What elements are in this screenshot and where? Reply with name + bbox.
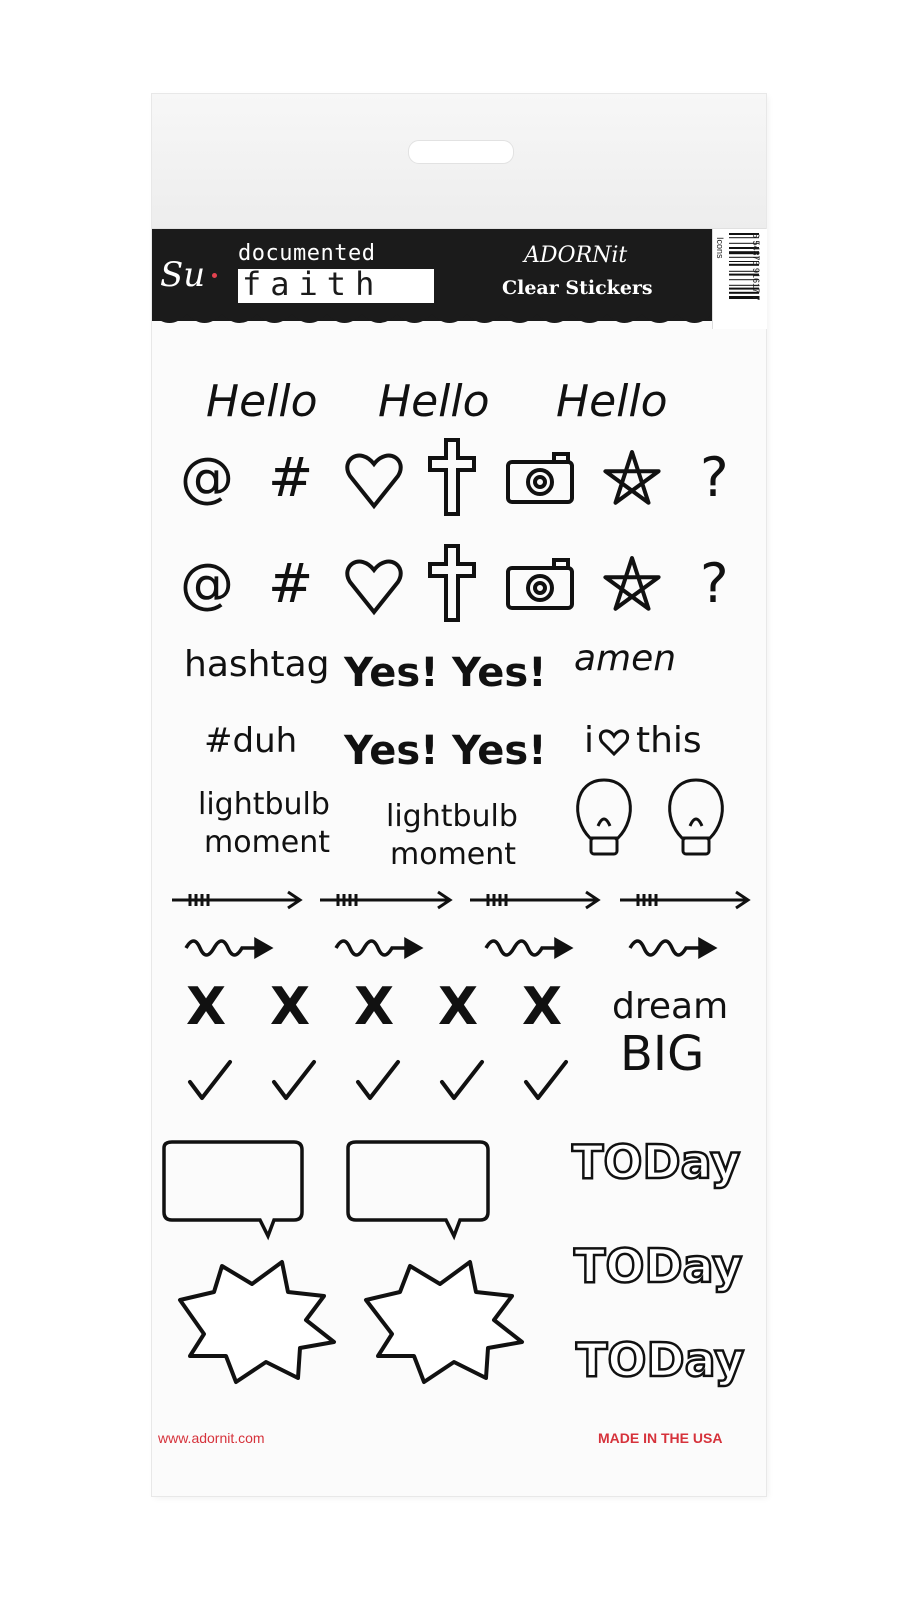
hang-hole [408,140,514,164]
x-mark-sticker: X [438,977,479,1037]
lightbulb-line2: moment [204,825,331,860]
brand-line1: documented [238,241,376,266]
website-text: www.adornit.com [158,1430,265,1446]
hash-icon: # [268,446,314,509]
dream-sticker: dream [612,986,729,1027]
today-sticker: TODay [572,1135,741,1189]
x-mark-sticker: X [186,977,227,1037]
i-sticker: i [584,720,595,761]
sticker-package [152,94,766,1496]
logo-heart-dot [212,273,217,278]
x-mark-sticker: X [522,977,563,1037]
yes-sticker: Yes! [452,650,547,696]
x-mark-sticker: X [270,977,311,1037]
question-mark-icon: ? [700,552,729,615]
yes-sticker: Yes! [452,728,547,774]
today-sticker: TODay [574,1239,743,1293]
scallop-edge [152,308,712,330]
product-name: Clear Stickers [502,277,653,299]
lightbulb-line1: lightbulb [198,787,330,822]
hashtag-sticker: hashtag [184,644,330,685]
hello-sticker: Hello [206,376,318,427]
at-sign-icon: @ [180,552,234,615]
barcode-strip [712,229,767,329]
lightbulb-line2: moment [390,837,517,872]
lightbulb-line1: lightbulb [386,799,518,834]
duh-sticker: #duh [204,721,298,761]
hello-sticker: Hello [378,376,490,427]
yes-sticker: Yes! [344,728,439,774]
big-sticker: BIG [620,1026,705,1082]
x-mark-sticker: X [354,977,395,1037]
at-sign-icon: @ [180,446,234,509]
brand-line2: faith [242,265,384,303]
origin-text: MADE IN THE USA [598,1430,723,1446]
amen-sticker: amen [574,638,677,679]
today-sticker: TODay [576,1333,745,1387]
maker-logo: ADORNit [524,243,628,268]
hang-tab [152,94,766,229]
hello-sticker: Hello [556,376,668,427]
question-mark-icon: ? [700,446,729,509]
logo-initials: Su [160,255,206,295]
hash-icon: # [268,552,314,615]
yes-sticker: Yes! [344,650,439,696]
side-label: Icons [715,237,725,259]
barcode-number: 6 54376 91617 7 [751,233,761,301]
this-sticker: this [636,720,702,761]
